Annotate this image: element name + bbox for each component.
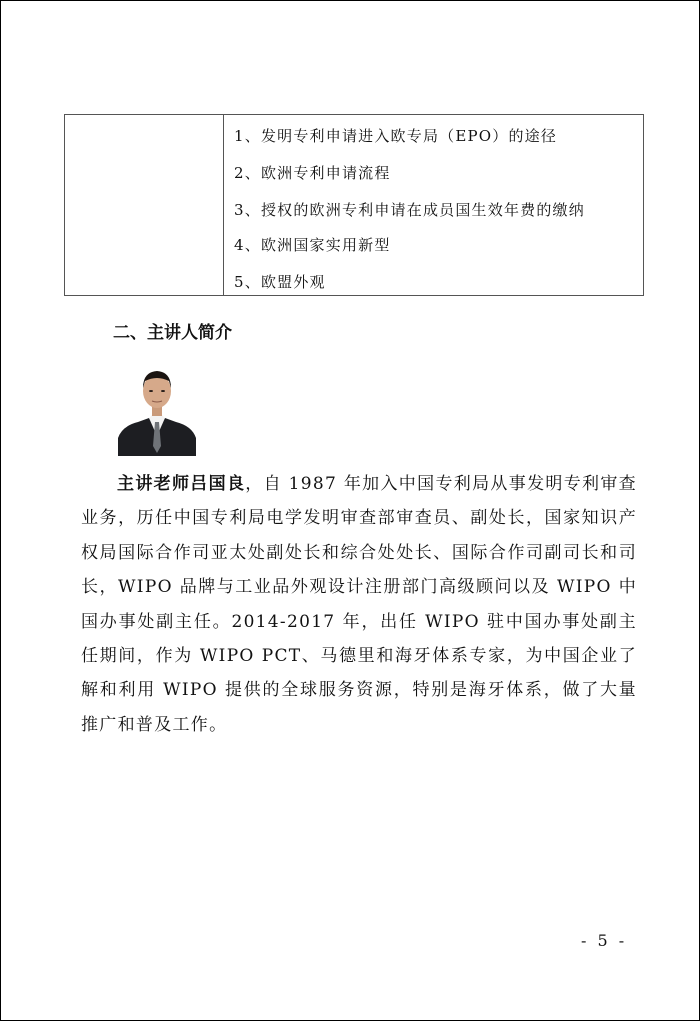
- outline-item-3: 3、授权的欧洲专利申请在成员国生效年费的缴纳: [234, 201, 585, 219]
- section-heading: 二、主讲人简介: [113, 323, 232, 343]
- table-column-divider: [223, 115, 224, 295]
- page-number: - 5 -: [581, 931, 628, 950]
- outline-item-5: 5、欧盟外观: [234, 273, 326, 291]
- outline-item-1: 1、发明专利申请进入欧专局（EPO）的途径: [234, 127, 558, 145]
- outline-item-2: 2、欧洲专利申请流程: [234, 164, 391, 182]
- speaker-portrait-image: [118, 356, 196, 456]
- speaker-name: 主讲老师吕国良: [117, 474, 246, 494]
- course-outline-table: [64, 114, 644, 296]
- outline-item-4: 4、欧洲国家实用新型: [234, 236, 391, 254]
- speaker-bio-paragraph: [81, 467, 637, 742]
- speaker-bio-text: ，自 1987 年加入中国专利局从事发明专利审查业务，历任中国专利局电学发明审查部审查员、副处长，国家知识产权局国际合作司亚太处副处长和综合处处长、国际合作司副司长和司长，WIPO 品牌与工业品外观设计注册部门高级顾问以及 WIPO 中国办事处副主任。2014-2017 年，出任 WIPO 驻中国办事处副主任期间，作为 WIPO PCT、马德里和海牙体系专家，为中国企业了解和利用 WIPO 提供的全球服务资源，特别是海牙体系，做了大量推广和普及工作。: [81, 474, 637, 735]
